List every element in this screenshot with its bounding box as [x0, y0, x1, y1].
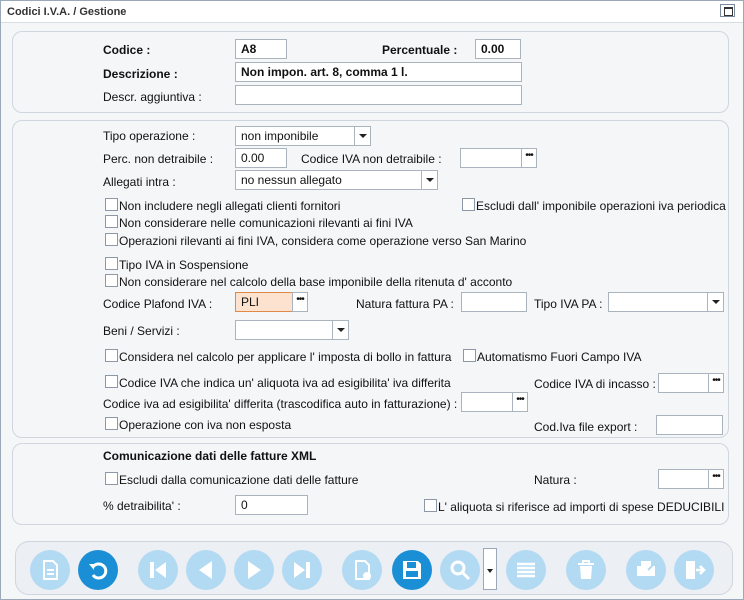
tipo-operazione-select[interactable]: [235, 126, 371, 146]
escludi-imponibile-checkbox[interactable]: [462, 198, 475, 211]
ritenuta-label: Non considerare nel calcolo della base imponibile della ritenuta d' acconto: [119, 275, 513, 289]
chevron-down-icon: [354, 127, 370, 145]
codice-esig-diff-label: Codice iva ad esigibilita' differita (trascodifica auto in fatturazione) :: [103, 397, 458, 411]
chevron-down-icon: [707, 293, 723, 311]
codice-iva-non-detraibile-label: Codice IVA non detraibile :: [301, 152, 442, 166]
non-includere-checkbox[interactable]: [105, 198, 118, 211]
non-esposta-label: Operazione con iva non esposta: [119, 418, 292, 432]
lookup-icon[interactable]: •••: [708, 373, 724, 393]
cod-iva-export-input[interactable]: [656, 415, 723, 435]
fuori-campo-checkbox[interactable]: [463, 349, 476, 362]
codice-iva-non-detraibile-input[interactable]: [460, 148, 522, 168]
codice-input[interactable]: A8: [235, 39, 287, 59]
cod-iva-export-label: Cod.Iva file export :: [534, 420, 638, 434]
natura-fattura-input[interactable]: [461, 292, 527, 312]
next-record-icon[interactable]: [234, 550, 274, 590]
list-icon[interactable]: [506, 550, 546, 590]
escludi-comunicazione-checkbox[interactable]: [105, 472, 118, 485]
lookup-icon[interactable]: •••: [292, 292, 308, 312]
new-document-icon[interactable]: [30, 550, 70, 590]
previous-record-icon[interactable]: [186, 550, 226, 590]
lookup-icon[interactable]: •••: [708, 469, 724, 489]
non-considerare-comunicazioni-checkbox[interactable]: [105, 215, 118, 228]
fuori-campo-label: Automatismo Fuori Campo IVA: [477, 350, 642, 364]
deducibili-label: L' aliquota si riferisce ad importi di spese DEDUCIBILI: [438, 500, 725, 514]
xml-heading: Comunicazione dati delle fatture XML: [103, 449, 317, 463]
deducibili-checkbox[interactable]: [424, 499, 437, 512]
natura-fattura-label: Natura fattura PA :: [356, 297, 454, 311]
first-record-icon[interactable]: [138, 550, 178, 590]
window-title: Codici I.V.A. / Gestione: [7, 6, 127, 18]
descr-aggiuntiva-label: Descr. aggiuntiva :: [103, 90, 202, 104]
san-marino-checkbox[interactable]: [105, 233, 118, 246]
tipo-operazione-value: non imponibile: [241, 129, 319, 143]
percentuale-input[interactable]: 0.00: [475, 39, 521, 59]
escludi-comunicazione-label: Escludi dalla comunicazione dati delle fatture: [119, 473, 359, 487]
percentuale-label: Percentuale :: [382, 43, 458, 57]
plafond-label: Codice Plafond IVA :: [103, 297, 213, 311]
chevron-down-icon: [332, 321, 348, 339]
search-options-dropdown[interactable]: [483, 548, 497, 590]
toolbar: [15, 541, 733, 595]
sospensione-checkbox[interactable]: [105, 257, 118, 270]
tipo-iva-pa-select[interactable]: [608, 292, 724, 312]
detraibilita-label: % detraibilita' :: [103, 499, 181, 513]
bollo-label: Considera nel calcolo per applicare l' imposta di bollo in fattura: [119, 350, 452, 364]
lookup-icon[interactable]: •••: [512, 392, 528, 412]
non-includere-label: Non includere negli allegati clienti fornitori: [119, 199, 341, 213]
non-considerare-comunicazioni-label: Non considerare nelle comunicazioni rilevanti ai fini IVA: [119, 216, 413, 230]
descrizione-label: Descrizione :: [103, 67, 178, 81]
chevron-down-icon: [421, 171, 437, 189]
beni-servizi-select[interactable]: [235, 320, 349, 340]
perc-non-detraibile-label: Perc. non detraibile :: [103, 152, 214, 166]
esigibilita-label: Codice IVA che indica un' aliquota iva ad esigibilita' iva differita: [119, 376, 451, 390]
delete-icon[interactable]: [566, 550, 606, 590]
allegati-intra-select[interactable]: [235, 170, 438, 190]
sospensione-label: Tipo IVA in Sospensione: [119, 258, 249, 272]
beni-servizi-label: Beni / Servizi :: [103, 324, 180, 338]
descrizione-input[interactable]: Non impon. art. 8, comma 1 l.: [235, 62, 522, 82]
tipo-operazione-label: Tipo operazione :: [103, 129, 196, 143]
lookup-icon[interactable]: •••: [521, 148, 537, 168]
esigibilita-checkbox[interactable]: [105, 375, 118, 388]
escludi-imponibile-label: Escludi dall' imponibile operazioni iva periodica: [476, 199, 726, 213]
codice-iva-incasso-label: Codice IVA di incasso :: [534, 377, 656, 391]
ritenuta-checkbox[interactable]: [105, 274, 118, 287]
perc-non-detraibile-input[interactable]: 0.00: [235, 148, 287, 168]
codice-label: Codice :: [103, 43, 151, 57]
allegati-intra-value: no nessun allegato: [241, 173, 342, 187]
natura-label: Natura :: [534, 473, 577, 487]
copy-document-icon[interactable]: [342, 550, 382, 590]
detraibilita-input[interactable]: 0: [235, 495, 308, 515]
save-icon[interactable]: [392, 550, 432, 590]
allegati-intra-label: Allegati intra :: [103, 175, 176, 189]
title-bar: [1, 1, 743, 23]
print-icon[interactable]: [626, 550, 666, 590]
descr-aggiuntiva-input[interactable]: [235, 85, 522, 105]
exit-icon[interactable]: [674, 550, 714, 590]
non-esposta-checkbox[interactable]: [105, 417, 118, 430]
search-icon[interactable]: [440, 550, 480, 590]
plafond-input[interactable]: PLI: [235, 292, 293, 312]
last-record-icon[interactable]: [282, 550, 322, 590]
undo-icon[interactable]: [78, 550, 118, 590]
codice-iva-incasso-input[interactable]: [658, 373, 709, 393]
natura-input[interactable]: [658, 469, 709, 489]
tipo-iva-pa-label: Tipo IVA PA :: [534, 297, 603, 311]
codice-esig-diff-input[interactable]: [461, 392, 513, 412]
bollo-checkbox[interactable]: [105, 349, 118, 362]
maximize-icon[interactable]: [720, 4, 735, 17]
san-marino-label: Operazioni rilevanti ai fini IVA, considera come operazione verso San Marino: [119, 234, 527, 248]
